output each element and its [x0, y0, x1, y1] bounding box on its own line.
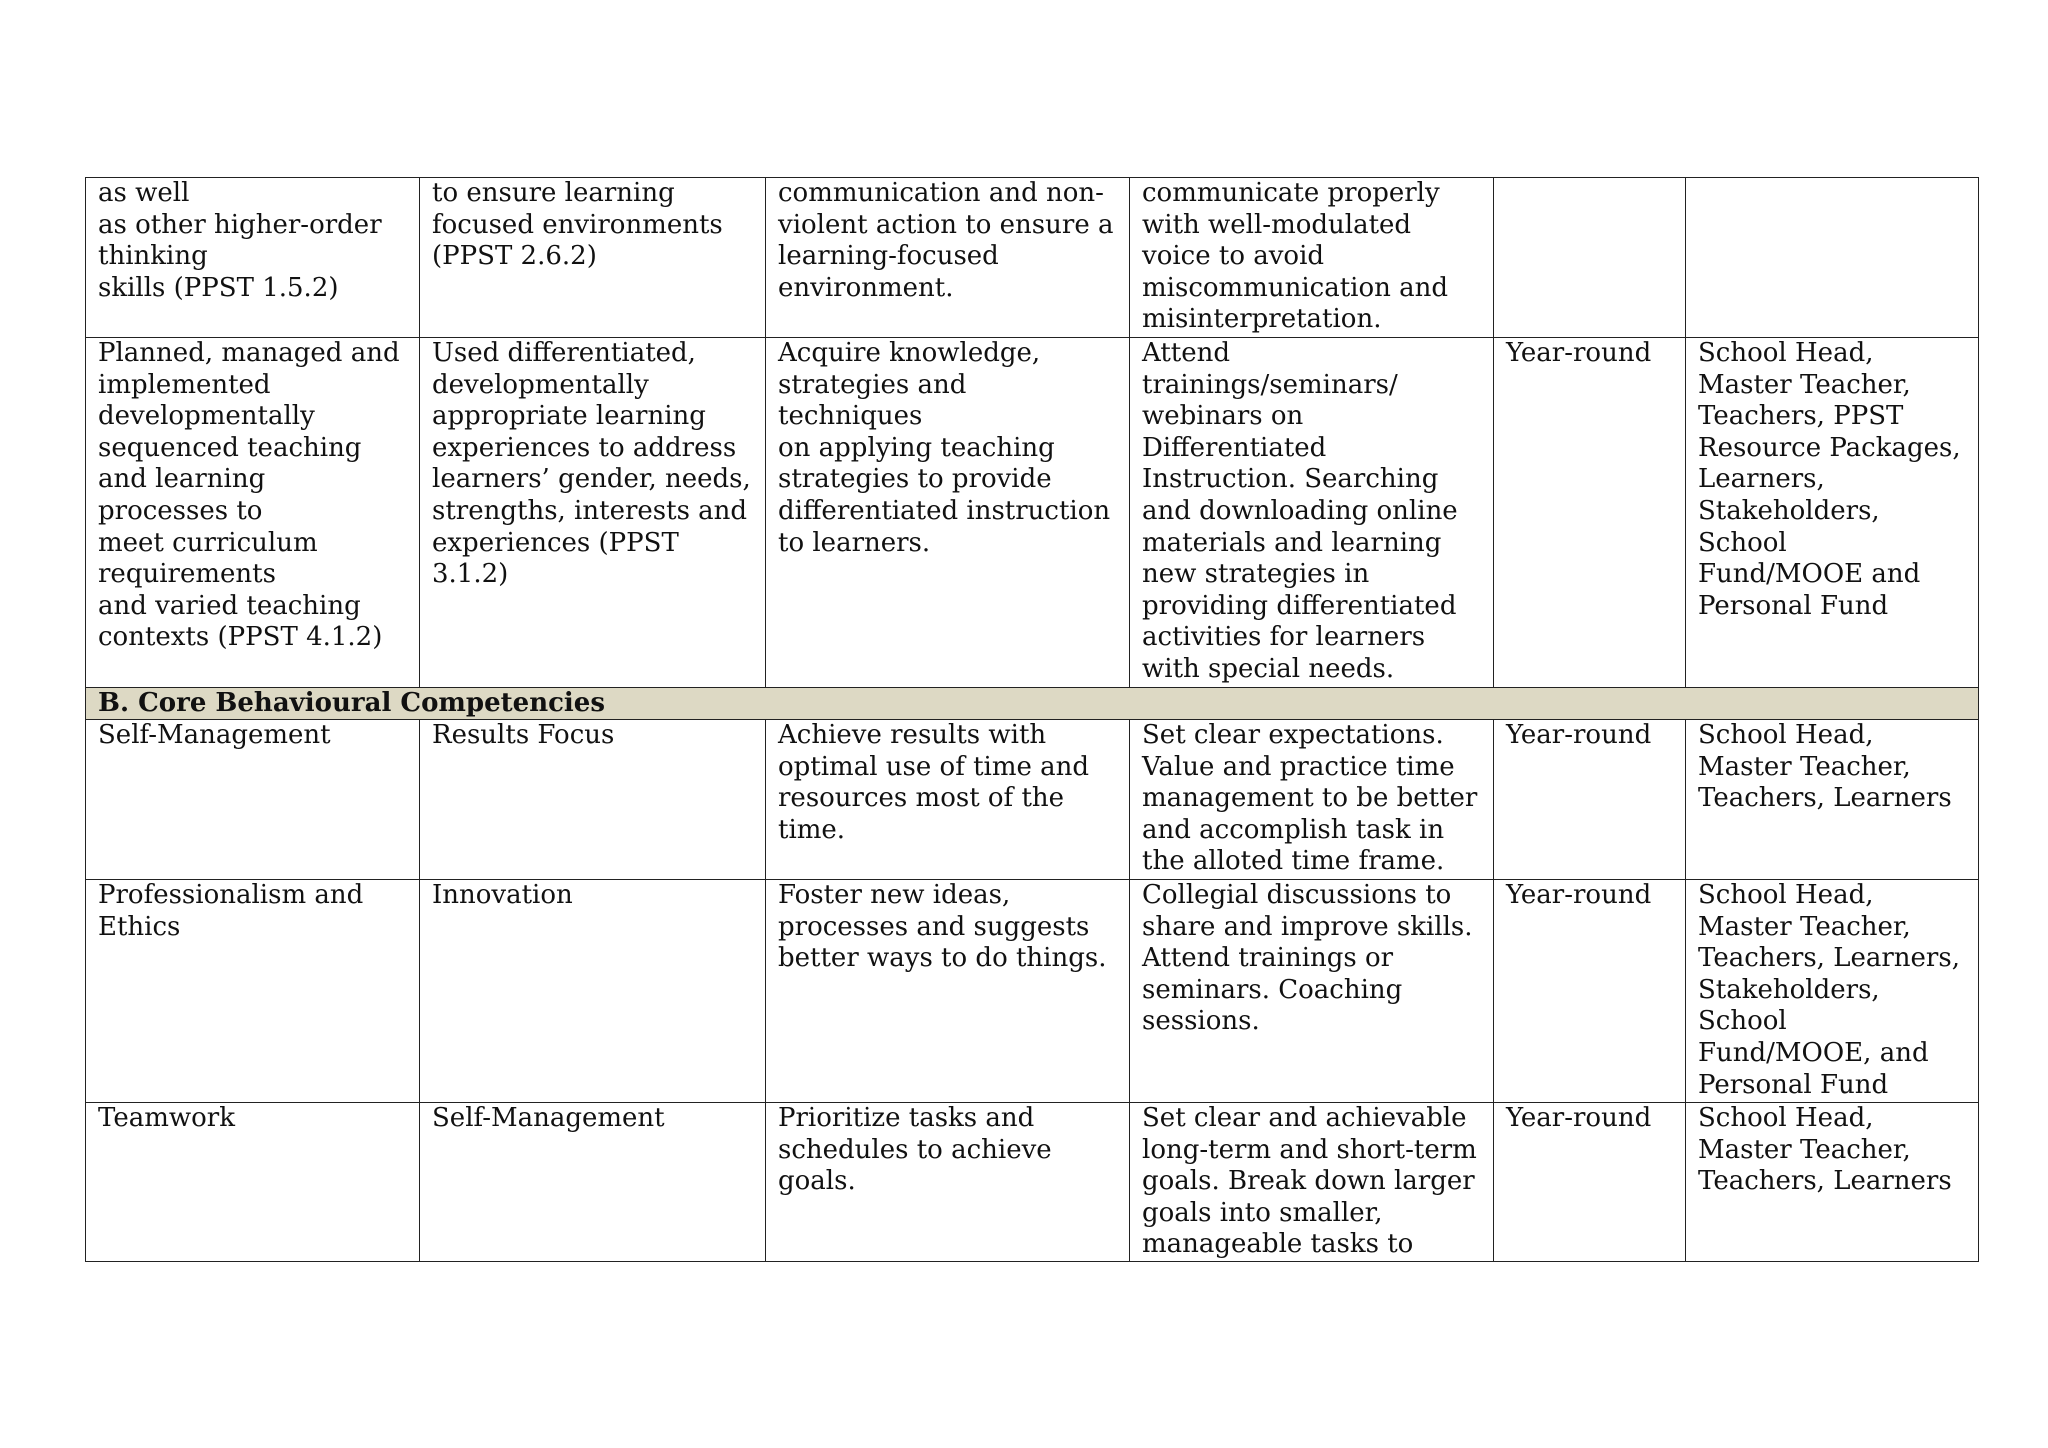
- intervention-cell: Set clear expectations. Value and practice time management to be better and accomplish task in the alloted time frame.: [1130, 720, 1494, 880]
- resources-cell: [1686, 178, 1979, 338]
- timeline-cell: Year-round: [1494, 880, 1686, 1103]
- intervention-cell: Attend trainings/seminars/ webinars on Differentiated Instruction. Searching and downloading online materials and learning new strategies in providing differentiated activities for learners with special needs.: [1130, 338, 1494, 688]
- table-row: [86, 338, 1979, 688]
- development-needs-cell: Used differentiated, developmentally appropriate learning experiences to address learners’ gender, needs, strengths, interests and experiences (PPST 3.1.2): [420, 338, 766, 688]
- resources-cell: School Head, Master Teacher, Teachers, Learners: [1686, 720, 1979, 880]
- section-title: B. Core Behavioural Competencies: [86, 688, 1979, 720]
- strengths-cell: Teamwork: [86, 1103, 420, 1262]
- resources-cell: School Head, Master Teacher, Teachers, Learners, Stakeholders, School Fund/MOOE, and Personal Fund: [1686, 880, 1979, 1103]
- table-row: [86, 720, 1979, 880]
- intervention-cell: Set clear and achievable long-term and short-term goals. Break down larger goals into smaller, manageable tasks to: [1130, 1103, 1494, 1262]
- learning-objectives-cell: Prioritize tasks and schedules to achieve goals.: [766, 1103, 1130, 1262]
- learning-objectives-cell: Achieve results with optimal use of time and resources most of the time.: [766, 720, 1130, 880]
- intervention-cell: Collegial discussions to share and improve skills. Attend trainings or seminars. Coaching sessions.: [1130, 880, 1494, 1103]
- timeline-cell: [1494, 178, 1686, 338]
- table-row: [86, 1103, 1979, 1262]
- development-plan-table: [85, 177, 1979, 1262]
- strengths-cell: Professionalism and Ethics: [86, 880, 420, 1103]
- strengths-cell: as well as other higher-order thinking skills (PPST 1.5.2): [86, 178, 420, 338]
- timeline-cell: Year-round: [1494, 338, 1686, 688]
- resources-cell: School Head, Master Teacher, Teachers, PPST Resource Packages, Learners, Stakeholders, School Fund/MOOE and Personal Fund: [1686, 338, 1979, 688]
- development-needs-cell: Results Focus: [420, 720, 766, 880]
- development-needs-cell: to ensure learning focused environments (PPST 2.6.2): [420, 178, 766, 338]
- timeline-cell: Year-round: [1494, 1103, 1686, 1262]
- learning-objectives-cell: communication and non- violent action to ensure a learning-focused environment.: [766, 178, 1130, 338]
- section-header-row: [86, 688, 1979, 720]
- development-needs-cell: Innovation: [420, 880, 766, 1103]
- intervention-cell: communicate properly with well-modulated voice to avoid miscommunication and misinterpretation.: [1130, 178, 1494, 338]
- learning-objectives-cell: Foster new ideas, processes and suggests better ways to do things.: [766, 880, 1130, 1103]
- table-row: [86, 880, 1979, 1103]
- timeline-cell: Year-round: [1494, 720, 1686, 880]
- table-row: [86, 178, 1979, 338]
- strengths-cell: Self-Management: [86, 720, 420, 880]
- development-needs-cell: Self-Management: [420, 1103, 766, 1262]
- strengths-cell: Planned, managed and implemented developmentally sequenced teaching and learning processes to meet curriculum requirements and varied teaching contexts (PPST 4.1.2): [86, 338, 420, 688]
- resources-cell: School Head, Master Teacher, Teachers, Learners: [1686, 1103, 1979, 1262]
- learning-objectives-cell: Acquire knowledge, strategies and techniques on applying teaching strategies to provide differentiated instruction to learners.: [766, 338, 1130, 688]
